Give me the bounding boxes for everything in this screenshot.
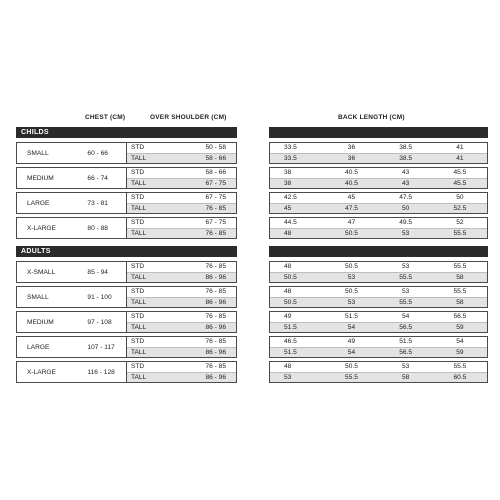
back-length-value: 36: [347, 154, 356, 162]
back-length-right-panel: [269, 127, 488, 390]
back-length-row-tall: [270, 204, 487, 214]
size-name: SMALL: [27, 149, 49, 157]
size-row: [16, 167, 237, 189]
back-length-value: 59: [456, 323, 464, 331]
back-length-value: 46.5: [284, 338, 297, 346]
chest-header: CHEST (CM): [85, 114, 126, 121]
shoulder-range: 86 - 96: [205, 273, 226, 281]
back-length-value: 47.5: [399, 194, 413, 202]
back-length-value: 48: [284, 363, 292, 371]
back-length-value: 48: [284, 263, 292, 271]
fit-type: STD: [131, 338, 145, 346]
back-length-value: 40.5: [345, 179, 358, 187]
back-length-row-std: [270, 168, 487, 179]
fit-row-tall: [127, 373, 236, 383]
fit-row-std: [127, 337, 236, 348]
fit-row-tall: [127, 273, 236, 283]
back-length-row: [269, 361, 488, 383]
back-length-value: 40.5: [345, 169, 358, 177]
spacer: [269, 386, 488, 390]
back-length-value: 55.5: [399, 298, 413, 306]
back-length-value: 45: [284, 204, 292, 212]
back-length-row: [269, 217, 488, 239]
fit-type: STD: [131, 288, 145, 296]
size-row: [16, 217, 237, 239]
back-length-value: 47: [347, 219, 356, 227]
back-length-value: 51.5: [284, 323, 297, 331]
back-length-value: 38.5: [399, 144, 413, 152]
fit-cell: [127, 262, 236, 282]
fit-row-std: [127, 287, 236, 298]
back-length-value: 42.5: [284, 194, 297, 202]
back-length-row-tall: [270, 348, 487, 358]
back-length-value: 38: [284, 169, 292, 177]
size-cell: [17, 287, 127, 307]
back-length-value: 50.5: [345, 263, 358, 271]
fit-cell: [127, 218, 236, 238]
back-length-row-tall: [270, 373, 487, 383]
back-length-value: 50: [456, 194, 464, 202]
back-length-value: 60.5: [453, 373, 467, 381]
back-length-value: 54: [456, 338, 464, 346]
shoulder-range: 76 - 85: [205, 288, 226, 296]
fit-cell: [127, 312, 236, 332]
back-length-value: 56.5: [399, 348, 413, 356]
fit-type: TALL: [131, 204, 147, 212]
fit-type: STD: [131, 169, 145, 177]
fit-row-std: [127, 312, 236, 323]
fit-cell: [127, 337, 236, 357]
back-length-value: 45: [347, 194, 356, 202]
back-length-value: 41: [456, 144, 464, 152]
back-length-value: 50.5: [284, 298, 297, 306]
back-length-row: [269, 142, 488, 164]
fit-type: TALL: [131, 373, 147, 381]
back-length-row-std: [270, 287, 487, 298]
back-length-value: 53: [402, 288, 410, 296]
section-bar-childs: CHILDS: [16, 127, 237, 138]
back-length-value: 38: [284, 179, 292, 187]
size-chart-left-panel: [16, 127, 237, 390]
back-length-row-std: [270, 312, 487, 323]
shoulder-range: 76 - 85: [205, 363, 226, 371]
fit-row-std: [127, 362, 236, 373]
back-length-row-tall: [270, 154, 487, 164]
fit-row-tall: [127, 229, 236, 239]
back-length-value: 53: [347, 298, 356, 306]
back-length-row-std: [270, 337, 487, 348]
chest-range: 60 - 66: [87, 149, 108, 157]
fit-type: TALL: [131, 229, 147, 237]
fit-row-std: [127, 218, 236, 229]
back-length-row-tall: [270, 179, 487, 189]
back-length-value: 59: [456, 348, 464, 356]
back-length-value: 55.5: [453, 263, 467, 271]
fit-type: TALL: [131, 273, 147, 281]
back-length-row-std: [270, 362, 487, 373]
size-row: [16, 286, 237, 308]
fit-row-tall: [127, 348, 236, 358]
shoulder-range: 86 - 96: [205, 348, 226, 356]
shoulder-range: 86 - 96: [205, 323, 226, 331]
back-length-row: [269, 167, 488, 189]
back-length-value: 53: [402, 363, 410, 371]
shoulder-range: 50 - 58: [205, 144, 226, 152]
back-length-row-std: [270, 143, 487, 154]
section-bar-right: [269, 246, 488, 257]
chest-range: 66 - 74: [87, 174, 108, 182]
back-length-value: 55.5: [399, 273, 413, 281]
shoulder-range: 67 - 75: [205, 179, 226, 187]
size-name: X-LARGE: [27, 368, 56, 376]
back-length-value: 44.5: [284, 219, 297, 227]
fit-row-tall: [127, 298, 236, 308]
back-length-value: 49: [347, 338, 356, 346]
chest-range: 80 - 88: [87, 224, 108, 232]
fit-row-tall: [127, 154, 236, 164]
shoulder-range: 76 - 85: [205, 204, 226, 212]
back-length-value: 50.5: [284, 273, 297, 281]
back-length-value: 41: [456, 154, 464, 162]
back-length-value: 53: [347, 273, 356, 281]
fit-type: STD: [131, 219, 145, 227]
size-name: SMALL: [27, 293, 49, 301]
size-row: [16, 192, 237, 214]
back-length-value: 50.5: [345, 229, 358, 237]
back-length-row-std: [270, 262, 487, 273]
size-row: [16, 311, 237, 333]
back-length-value: 55.5: [453, 229, 467, 237]
back-length-value: 52.5: [453, 204, 467, 212]
back-length-value: 45.5: [453, 179, 467, 187]
shoulder-range: 76 - 85: [205, 338, 226, 346]
fit-type: STD: [131, 263, 145, 271]
back-length-value: 49: [284, 313, 292, 321]
over-shoulder-header: OVER SHOULDER (CM): [150, 114, 227, 121]
spacer: [16, 386, 237, 390]
shoulder-range: 76 - 85: [205, 229, 226, 237]
size-row: [16, 261, 237, 283]
back-length-value: 33.5: [284, 144, 297, 152]
back-length-value: 48: [284, 288, 292, 296]
back-length-value: 47.5: [345, 204, 358, 212]
shoulder-range: 86 - 96: [205, 298, 226, 306]
back-length-value: 53: [402, 263, 410, 271]
fit-row-tall: [127, 323, 236, 333]
back-length-value: 38.5: [399, 154, 413, 162]
shoulder-range: 58 - 66: [205, 154, 226, 162]
size-name: LARGE: [27, 343, 50, 351]
back-length-row: [269, 336, 488, 358]
fit-row-std: [127, 143, 236, 154]
back-length-value: 53: [402, 229, 410, 237]
size-cell: [17, 143, 127, 163]
back-length-row-tall: [270, 323, 487, 333]
back-length-value: 54: [347, 348, 356, 356]
back-length-row: [269, 311, 488, 333]
fit-row-std: [127, 193, 236, 204]
back-length-value: 56.5: [399, 323, 413, 331]
chest-range: 116 - 128: [87, 368, 115, 376]
back-length-value: 51.5: [399, 338, 413, 346]
fit-type: STD: [131, 313, 145, 321]
back-length-value: 55.5: [345, 373, 358, 381]
fit-row-tall: [127, 204, 236, 214]
fit-cell: [127, 193, 236, 213]
back-length-value: 58: [456, 298, 464, 306]
chest-range: 73 - 81: [87, 199, 108, 207]
section-bar-right: [269, 127, 488, 138]
back-length-value: 36: [347, 144, 356, 152]
fit-cell: [127, 168, 236, 188]
back-length-value: 54: [347, 323, 356, 331]
back-length-header: BACK LENGTH (CM): [338, 114, 405, 121]
back-length-row-std: [270, 193, 487, 204]
fit-type: TALL: [131, 323, 147, 331]
chest-range: 107 - 117: [87, 343, 115, 351]
fit-type: STD: [131, 144, 145, 152]
size-cell: [17, 362, 127, 382]
size-name: MEDIUM: [27, 174, 54, 182]
fit-row-std: [127, 168, 236, 179]
back-length-row-std: [270, 218, 487, 229]
shoulder-range: 76 - 85: [205, 313, 226, 321]
size-cell: [17, 262, 127, 282]
back-length-value: 48: [284, 229, 292, 237]
size-cell: [17, 312, 127, 332]
shoulder-range: 67 - 75: [205, 219, 226, 227]
fit-row-tall: [127, 179, 236, 189]
back-length-value: 55.5: [453, 363, 467, 371]
fit-cell: [127, 143, 236, 163]
size-name: X-LARGE: [27, 224, 56, 232]
shoulder-range: 67 - 75: [205, 194, 226, 202]
size-cell: [17, 218, 127, 238]
back-length-value: 52: [456, 219, 464, 227]
back-length-row: [269, 261, 488, 283]
size-name: MEDIUM: [27, 318, 54, 326]
shoulder-range: 86 - 96: [205, 373, 226, 381]
size-row: [16, 336, 237, 358]
chest-range: 97 - 108: [87, 318, 112, 326]
back-length-value: 50.5: [345, 363, 358, 371]
back-length-row-tall: [270, 298, 487, 308]
back-length-row-tall: [270, 273, 487, 283]
back-length-value: 50: [402, 204, 410, 212]
back-length-value: 54: [402, 313, 410, 321]
back-length-value: 51.5: [345, 313, 358, 321]
back-length-value: 43: [402, 179, 410, 187]
chest-range: 91 - 100: [87, 293, 112, 301]
back-length-row: [269, 286, 488, 308]
size-name: X-SMALL: [27, 268, 56, 276]
size-row: [16, 361, 237, 383]
shoulder-range: 76 - 85: [205, 263, 226, 271]
back-length-row-tall: [270, 229, 487, 239]
size-cell: [17, 337, 127, 357]
shoulder-range: 58 - 66: [205, 169, 226, 177]
fit-row-std: [127, 262, 236, 273]
fit-type: TALL: [131, 154, 147, 162]
section-bar-adults: ADULTS: [16, 246, 237, 257]
back-length-value: 56.5: [453, 313, 467, 321]
fit-type: STD: [131, 194, 145, 202]
back-length-value: 43: [402, 169, 410, 177]
fit-type: TALL: [131, 179, 147, 187]
size-cell: [17, 168, 127, 188]
back-length-value: 49.5: [399, 219, 413, 227]
back-length-value: 45.5: [453, 169, 467, 177]
back-length-value: 51.5: [284, 348, 297, 356]
size-name: LARGE: [27, 199, 50, 207]
back-length-value: 58: [402, 373, 410, 381]
fit-cell: [127, 287, 236, 307]
back-length-value: 55.5: [453, 288, 467, 296]
fit-cell: [127, 362, 236, 382]
chest-range: 85 - 94: [87, 268, 108, 276]
back-length-value: 50.5: [345, 288, 358, 296]
fit-type: TALL: [131, 298, 147, 306]
fit-type: TALL: [131, 348, 147, 356]
size-cell: [17, 193, 127, 213]
back-length-value: 33.5: [284, 154, 297, 162]
back-length-row: [269, 192, 488, 214]
fit-type: STD: [131, 363, 145, 371]
back-length-value: 58: [456, 273, 464, 281]
back-length-value: 53: [284, 373, 292, 381]
size-row: [16, 142, 237, 164]
